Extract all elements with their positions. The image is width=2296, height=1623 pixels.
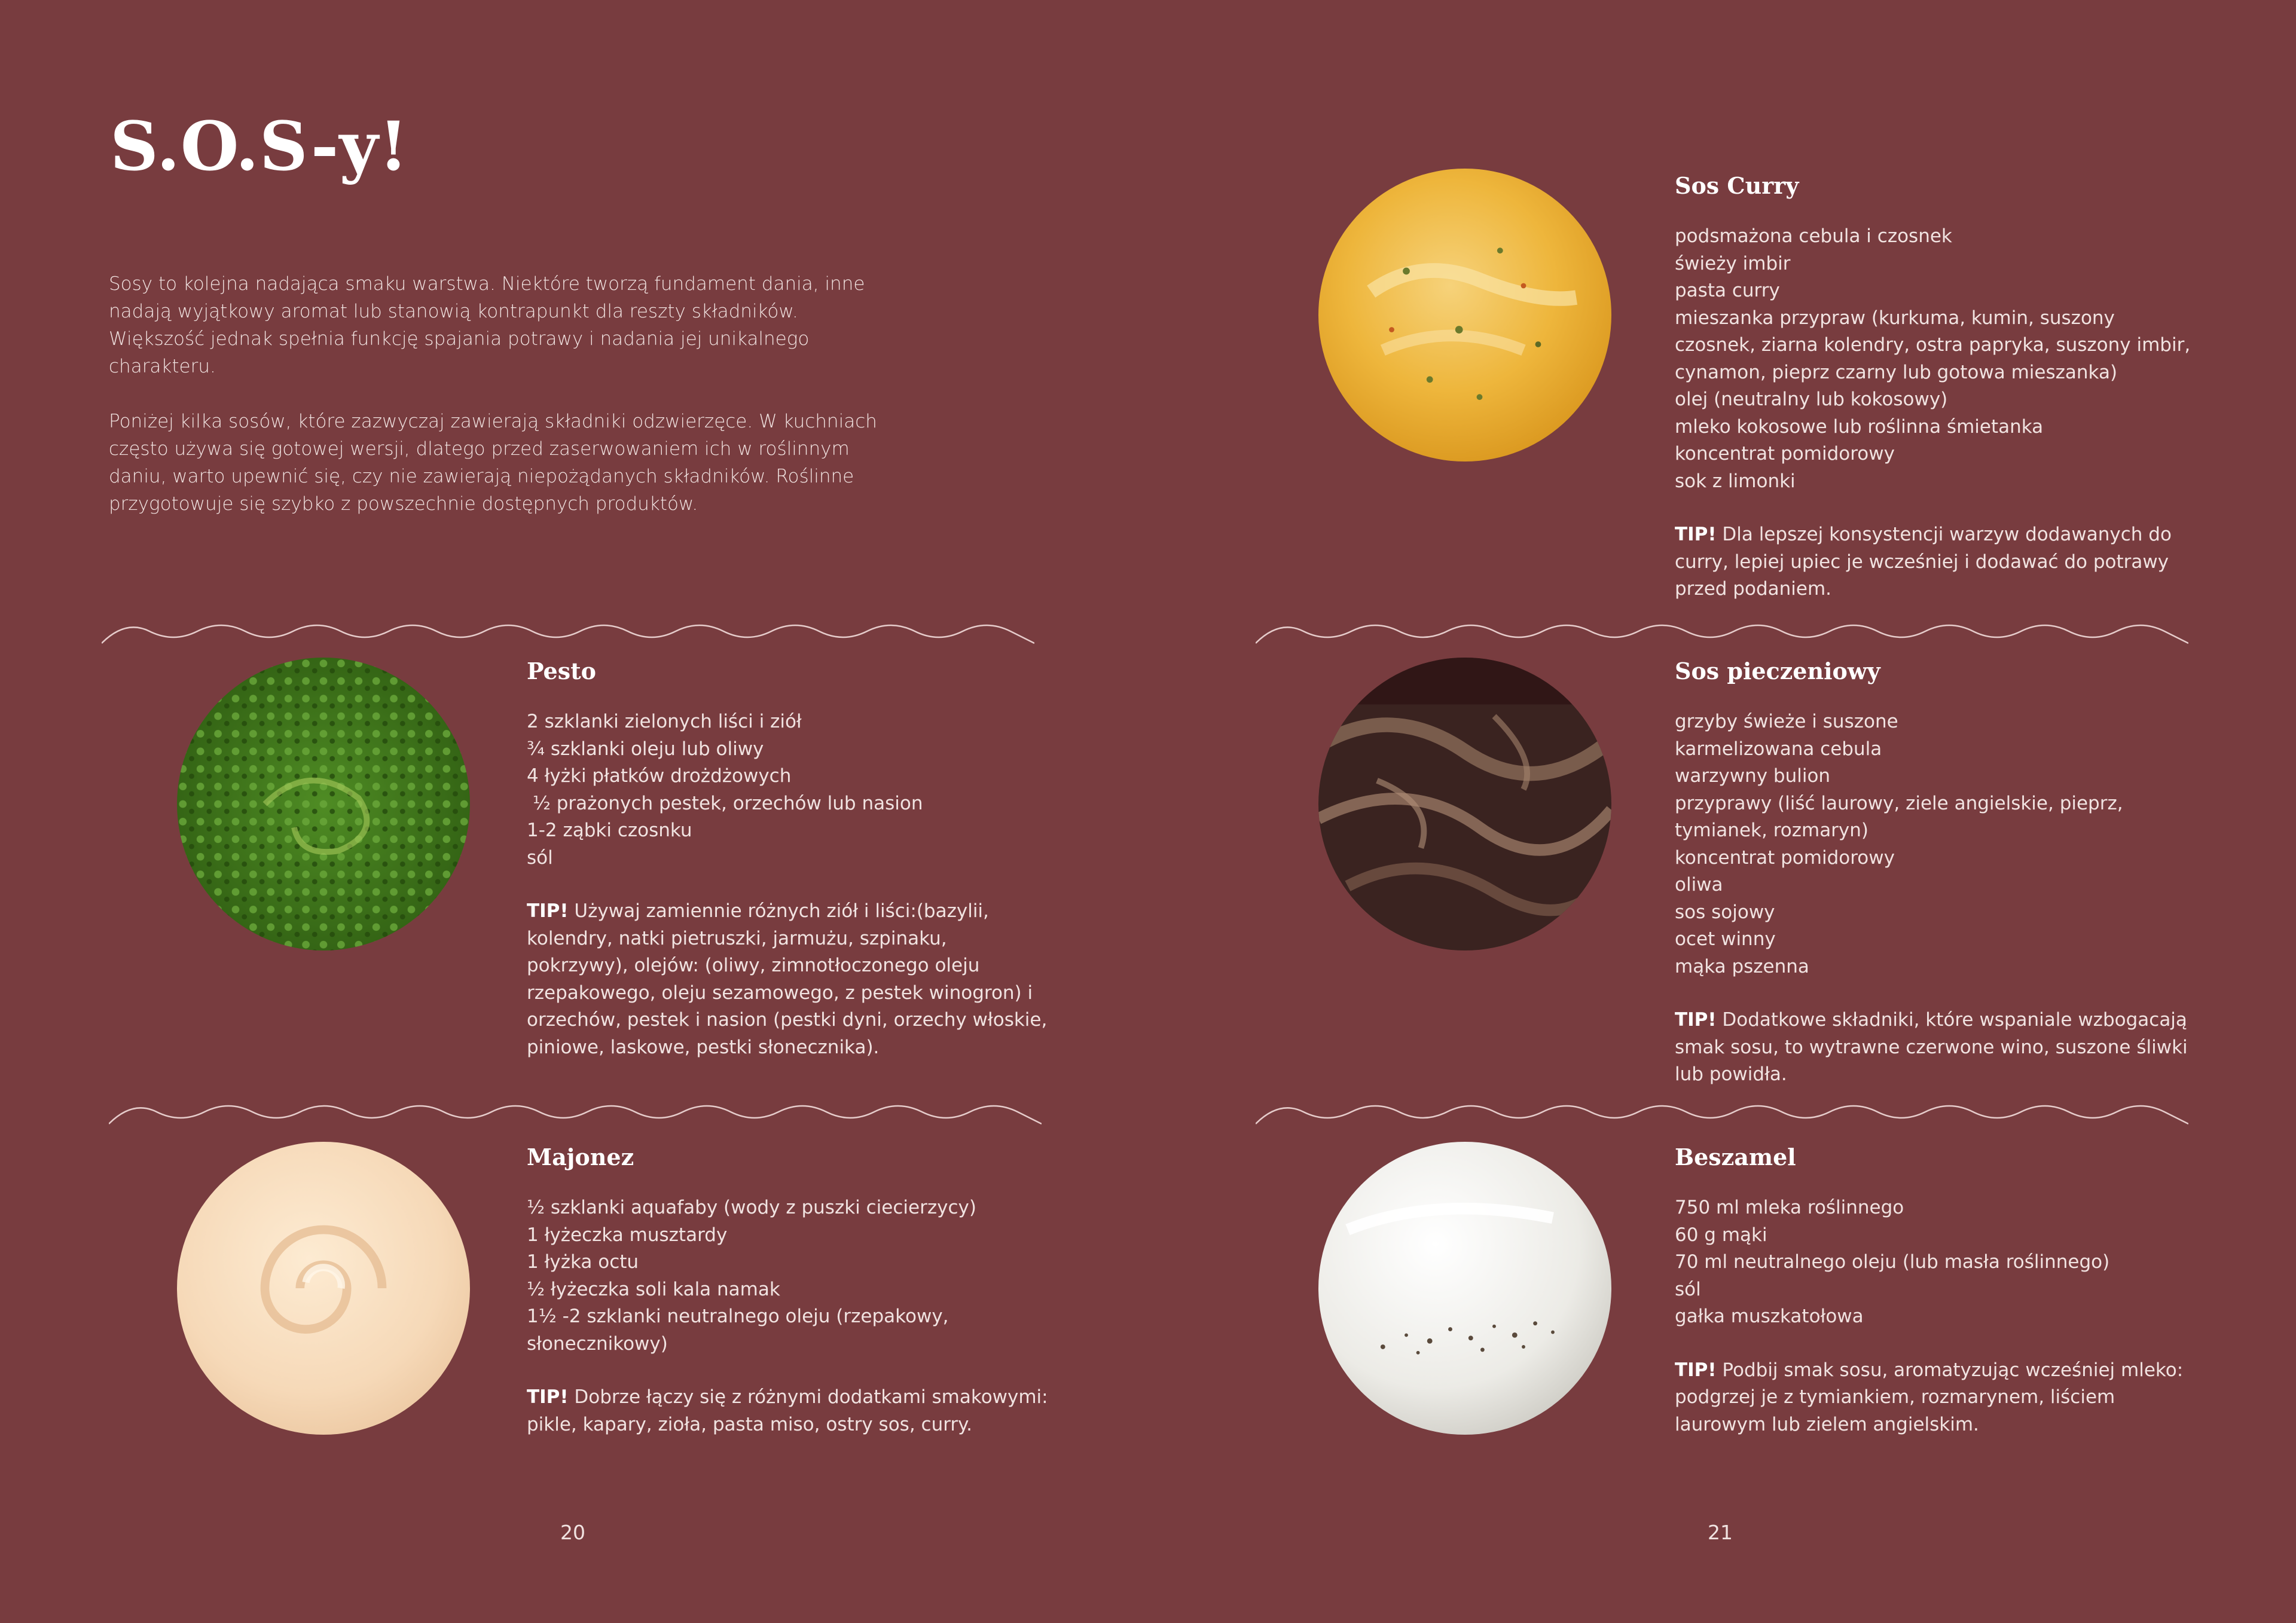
curry-recipe <box>1675 172 2201 603</box>
pesto-ingredients <box>527 708 1053 872</box>
ingredient: 1-2 ząbki czosnku <box>527 820 692 841</box>
page-title: S.O.S-y! <box>110 108 409 186</box>
ingredient: sos sojowy <box>1675 901 1775 923</box>
tip-label: TIP! <box>527 900 569 922</box>
pesto-tip <box>527 898 1053 1061</box>
ingredient: ocet winny <box>1675 928 1776 950</box>
ingredient: olej (neutralny lub kokosowy) <box>1675 389 1948 410</box>
ingredient: 4 łyżki płatków drożdżowych <box>527 765 792 787</box>
ingredient: oliwa <box>1675 874 1723 895</box>
roast-gravy-image <box>1318 658 1611 950</box>
ingredient: ½ łyżeczka soli kala namak <box>527 1278 780 1300</box>
ingredient: gałka muszkatołowa <box>1675 1306 1864 1327</box>
ingredient: karmelizowana cebula <box>1675 738 1882 760</box>
ingredient: sól <box>1675 1278 1701 1300</box>
ingredient: grzyby świeże i suszone <box>1675 711 1898 732</box>
tip-label: TIP! <box>1675 524 1717 545</box>
ingredient: koncentrat pomidorowy <box>1675 846 1895 869</box>
page-number-left: 20 <box>560 1521 585 1544</box>
tip-text: Podbij smak sosu, aromatyzując wcześniej mleko: podgrzej je z tymiankiem, rozmarynem, liściem laurowym lub zielem angielskim. <box>1675 1359 2184 1435</box>
bechamel-ingredients <box>1675 1194 2201 1331</box>
pesto-title: Pesto <box>527 658 597 684</box>
ingredient: 70 ml neutralnego oleju (lub masła roślinnego) <box>1675 1251 2110 1273</box>
tip-text: Używaj zamiennie różnych ziół i liści:(bazylii, kolendry, natki pietruszki, jarmużu, szpinaku, pokrzywy), olejów: (oliwy, zimnotłoczonego oleju rzepakowego, oleju sezamowego, z pestek winogron) i orzechów, pestek i nasion (pestki dyni, orzechy włoskie, piniowe, laskowe, pestki słonecznika). <box>527 900 1048 1058</box>
ingredient: 60 g mąki <box>1675 1224 1767 1246</box>
tip-label: TIP! <box>1675 1009 1717 1031</box>
tip-label: TIP! <box>527 1386 569 1408</box>
roast-gravy-title: Sos pieczeniowy <box>1675 658 1880 684</box>
roast-gravy-tip <box>1675 1007 2201 1089</box>
ingredient: mąka pszenna <box>1675 955 1809 977</box>
bechamel-recipe <box>1675 1144 2201 1438</box>
ingredient: podsmażona cebula i czosnek <box>1675 225 1952 247</box>
ingredient: 750 ml mleka roślinnego <box>1675 1197 1904 1218</box>
mayonnaise-tip <box>527 1384 1053 1438</box>
ingredient: pasta curry <box>1675 280 1780 301</box>
bechamel-tip <box>1675 1357 2201 1439</box>
tip-label: TIP! <box>1675 1359 1717 1381</box>
roast-gravy-ingredients <box>1675 708 2201 980</box>
ingredient: mleko kokosowe lub roślinna śmietanka <box>1675 415 2044 438</box>
tip-text: Dobrze łączy się z różnymi dodatkami smakowymi: pikle, kapary, zioła, pasta miso, ostry sos, curry. <box>527 1386 1048 1435</box>
bechamel-title: Beszamel <box>1675 1144 1796 1170</box>
ingredient: 2 szklanki zielonych liści i ziół <box>527 711 802 732</box>
wave-divider-right-2 <box>1256 1098 2188 1126</box>
ingredient: koncentrat pomidorowy <box>1675 443 1895 464</box>
mayonnaise-title: Majonez <box>527 1144 634 1170</box>
ingredient: 1½ -2 szklanki neutralnego oleju (rzepakowy, słonecznikowy) <box>527 1306 949 1355</box>
ingredient: sok z limonki <box>1675 470 1796 492</box>
tip-text: Dodatkowe składniki, które wspaniale wzbogacają smak sosu, to wytrawne czerwone wino, suszone śliwki lub powidła. <box>1675 1009 2188 1085</box>
ingredient: mieszanka przypraw (kurkuma, kumin, suszony czosnek, ziarna kolendry, ostra papryka, suszony imbir, cynamon, pieprz czarny lub gotowa mieszanka) <box>1675 307 2191 383</box>
wave-divider-right-1 <box>1256 617 2188 646</box>
intro-paragraph-2: Poniżej kilka sosów, które zazwyczaj zawierają składniki odzwierzęce. W kuchniach często używa się gotowej wersji, dlatego przed zaserwowaniem ich w roślinnym daniu, warto upewnić się, czy nie zawierają niepożądanych składników. Roślinne przygotowuje się szybko z powszechnie dostępnych produktów. <box>109 411 877 515</box>
ingredient: ½ prażonych pestek, orzechów lub nasion <box>527 792 923 814</box>
ingredient: ¾ szklanki oleju lub oliwy <box>527 738 764 760</box>
mayonnaise-ingredients <box>527 1194 1053 1358</box>
bechamel-image <box>1318 1142 1611 1435</box>
curry-tip <box>1675 521 2201 603</box>
intro-paragraph-1: Sosy to kolejna nadająca smaku warstwa. Niektóre tworzą fundament dania, inne nadają wyjątkowy aromat lub stanowią kontrapunkt dla reszty składników. Większość jednak spełnia funkcję spajania potrawy i nadania jej unikalnego charakteru. <box>109 273 865 377</box>
curry-ingredients <box>1675 223 2201 495</box>
page-number-right: 21 <box>1708 1521 1733 1544</box>
wave-divider-left-1 <box>102 617 1034 646</box>
ingredient: ½ szklanki aquafaby (wody z puszki ciecierzycy) <box>527 1197 976 1218</box>
intro-text <box>109 270 886 545</box>
pesto-image <box>177 658 470 950</box>
ingredient: sól <box>527 846 553 869</box>
roast-gravy-recipe <box>1675 658 2201 1089</box>
pesto-recipe <box>527 658 1053 1061</box>
mayonnaise-image <box>177 1142 470 1435</box>
mayonnaise-recipe <box>527 1144 1053 1438</box>
curry-sauce-image <box>1318 169 1611 461</box>
tip-text: Dla lepszej konsystencji warzyw dodawanych do curry, lepiej upiec je wcześniej i dodawać do potrawy przed podaniem. <box>1675 524 2172 600</box>
ingredient: przyprawy (liść laurowy, ziele angielskie, pieprz, tymianek, rozmaryn) <box>1675 792 2123 841</box>
ingredient: warzywny bulion <box>1675 765 1831 787</box>
curry-title: Sos Curry <box>1675 172 1799 199</box>
ingredient: świeży imbir <box>1675 252 1791 274</box>
ingredient: 1 łyżeczka musztardy <box>527 1224 728 1246</box>
ingredient: 1 łyżka octu <box>527 1251 639 1273</box>
wave-divider-left-2 <box>109 1098 1042 1126</box>
